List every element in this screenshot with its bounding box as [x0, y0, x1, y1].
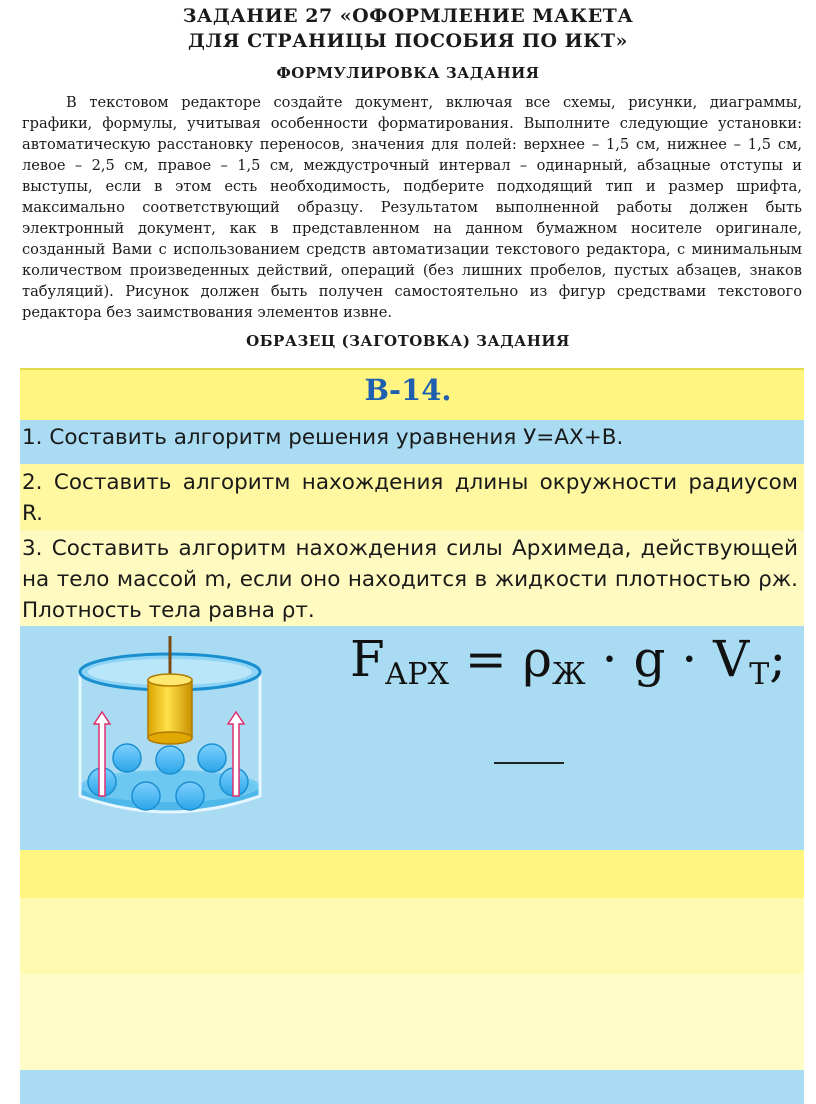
band-empty-4 [20, 1070, 804, 1104]
instructions-paragraph: В текстовом редакторе создайте документ, включая все схемы, рисунки, диаграммы, графики, формулы, учитывая особенности форматирования. Выполните следующие установки: автоматическую расстановку переносов, значения для полей: верхнее – 1,5 см, нижнее – 1,5 см, левое – 2,5 см, правое – 1,5 см, междустрочный интервал – одинарный, абзацные отступы и выступы, если в этом есть необходимость, подберите подходящий тип и размер шрифта, максимально соответствующий образцу. Результатом выполненной работы должен быть электронный документ, как в представленном на данном бумажном носителе оригинале, созданный Вами с использованием средств автоматизации текстового редактора, с минимальным количеством произведенных действий, операций (без лишних пробелов, пустых абзацев, знаков табуляций). Рисунок должен быть получен самостоятельно из фигур средствами текстового редактора без заимствования элементов извне. [22, 94, 802, 321]
band-empty-3 [20, 974, 804, 1070]
task-1: 1. Составить алгоритм решения уравнения У=АХ+В. [22, 425, 624, 450]
title-line-1: ЗАДАНИЕ 27 «ОФОРМЛЕНИЕ МАКЕТА [182, 5, 634, 27]
archimedes-formula: FАРХ = ρЖ · g · VТ; [350, 630, 787, 692]
title-line-2: ДЛЯ СТРАНИЦЫ ПОСОБИЯ ПО ИКТ» [188, 30, 628, 52]
section-heading-task: ФОРМУЛИРОВКА ЗАДАНИЯ [276, 64, 540, 82]
band-empty-2 [20, 898, 804, 974]
task-3: 3. Составить алгоритм нахождения силы Архимеда, действующей на тело массой m, если оно находится в жидкости плотностью ρж. Плотность тела равна ρт. [22, 536, 798, 623]
formula-placeholder-line [494, 762, 564, 764]
task-2: 2. Составить алгоритм нахождения длины окружности радиусом R. [22, 470, 798, 526]
band-empty-1 [20, 850, 804, 898]
page-title [0, 4, 816, 54]
section-heading-sample: ОБРАЗЕЦ (ЗАГОТОВКА) ЗАДАНИЯ [246, 332, 570, 350]
archimedes-figure [70, 636, 270, 836]
body-cylinder [148, 680, 192, 738]
variant-label: В-14. [364, 373, 452, 407]
